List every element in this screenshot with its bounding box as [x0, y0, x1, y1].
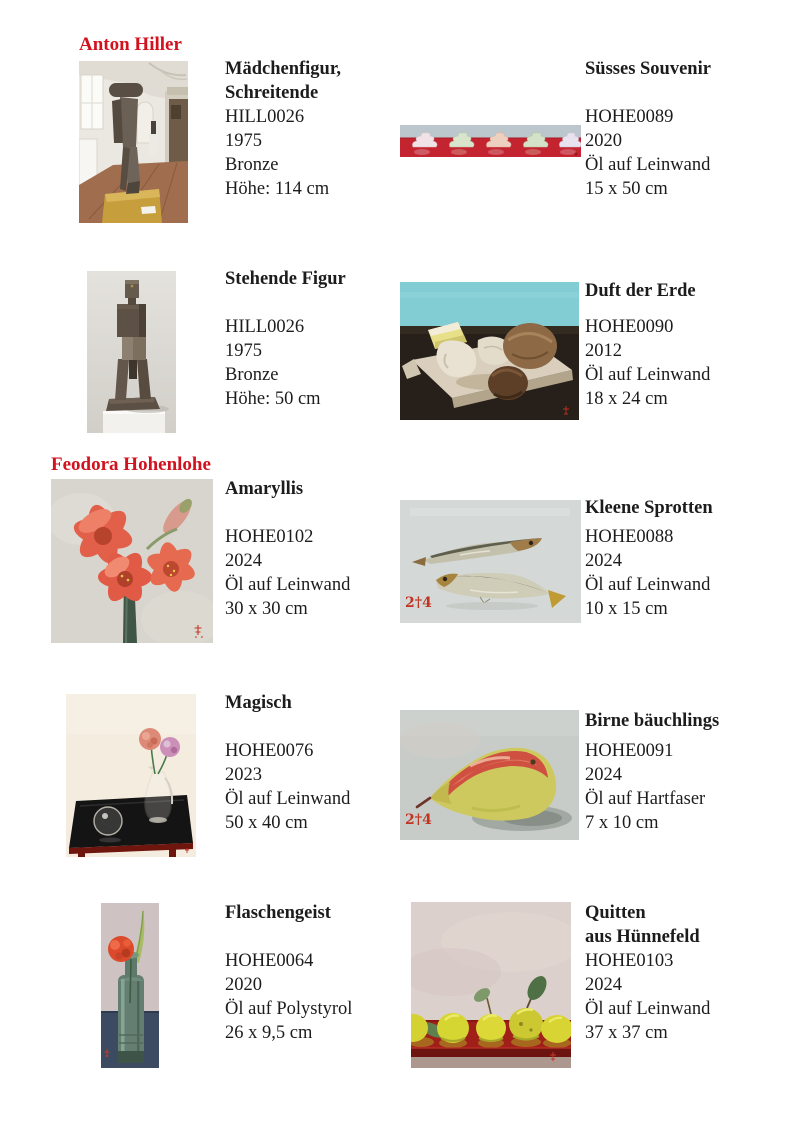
- sculpture-room-photo-illustration: [79, 61, 188, 223]
- artwork-year: 2024: [585, 765, 622, 785]
- artwork-code: HOHE0090: [585, 317, 674, 337]
- artwork-image-maedchenfigur: [79, 61, 188, 223]
- artwork-details: [225, 105, 329, 201]
- artwork-title-line: Kleene Sprotten: [585, 498, 713, 518]
- artwork-title: [585, 901, 700, 949]
- artwork-details: [225, 739, 350, 835]
- artwork-year: 2024: [225, 551, 262, 571]
- artwork-image-flaschengeist: [101, 903, 159, 1068]
- artwork-image-duft-der-erde: [400, 282, 579, 420]
- artwork-title: [585, 496, 713, 520]
- artwork-details: [585, 315, 710, 411]
- artwork-details: [585, 105, 710, 201]
- artwork-title-line: Flaschengeist: [225, 903, 331, 923]
- carnation-red: [108, 936, 134, 962]
- bottle-flower-painting-illustration: [101, 903, 159, 1068]
- artwork-medium: Öl auf Leinwand: [585, 155, 711, 175]
- artwork-medium: Bronze: [225, 155, 279, 175]
- artwork-image-birne-baeuchlings: [400, 710, 579, 840]
- artwork-medium: Öl auf Leinwand: [585, 575, 711, 595]
- meringues-painting-illustration: [400, 125, 581, 157]
- artwork-title-line: Schreitende: [225, 83, 319, 103]
- artist-header-anton-hiller: Anton Hiller: [79, 34, 182, 55]
- artwork-title: [225, 57, 341, 105]
- artwork-title-line: Mädchenfigur,: [225, 59, 341, 79]
- artwork-title-line: Quitten: [585, 903, 646, 923]
- artwork-size: 37 x 37 cm: [585, 1023, 668, 1043]
- artwork-image-suesses-souvenir: [400, 125, 581, 157]
- artwork-image-kleene-sprotten: [400, 500, 581, 623]
- artwork-code: HOHE0091: [585, 741, 674, 761]
- artwork-size: 50 x 40 cm: [225, 813, 308, 833]
- artwork-code: HOHE0064: [225, 951, 314, 971]
- artwork-medium: Öl auf Leinwand: [225, 575, 351, 595]
- artwork-details: [225, 949, 352, 1045]
- artwork-title-line: Birne bäuchlings: [585, 711, 720, 731]
- artwork-image-stehende-figur: [87, 271, 176, 433]
- artwork-details: [225, 525, 350, 621]
- carnations-still-life-illustration: [66, 694, 196, 857]
- artwork-size: Höhe: 50 cm: [225, 389, 321, 409]
- artwork-title-line: Amaryllis: [225, 479, 304, 499]
- artwork-year: 2012: [585, 341, 622, 361]
- artwork-code: HILL0026: [225, 317, 305, 337]
- artwork-medium: Öl auf Leinwand: [585, 365, 711, 385]
- artwork-title: [225, 691, 292, 715]
- artwork-size: 18 x 24 cm: [585, 389, 668, 409]
- mushroom-still-life-illustration: [400, 282, 579, 420]
- artwork-title: [585, 279, 696, 303]
- artwork-size: Höhe: 114 cm: [225, 179, 330, 199]
- artwork-year: 2024: [585, 975, 622, 995]
- artwork-details: [225, 315, 321, 411]
- artwork-code: HOHE0089: [585, 107, 674, 127]
- amaryllis-painting-illustration: [51, 479, 213, 643]
- sculpture-photo-illustration: [87, 271, 176, 433]
- artwork-medium: Bronze: [225, 365, 279, 385]
- artwork-code: HOHE0076: [225, 741, 314, 761]
- artist-monogram: 2†4: [405, 812, 432, 828]
- artwork-title: [225, 477, 303, 501]
- carnation-left: [139, 728, 161, 750]
- artwork-title: [585, 57, 711, 81]
- artwork-code: HOHE0102: [225, 527, 314, 547]
- artwork-title: [585, 709, 719, 733]
- artwork-medium: Öl auf Leinwand: [225, 789, 351, 809]
- artwork-code: HOHE0103: [585, 951, 674, 971]
- carnation-right: [160, 737, 180, 757]
- artwork-details: [585, 739, 705, 835]
- artwork-title-line: aus Hünnefeld: [585, 927, 700, 947]
- artwork-size: 7 x 10 cm: [585, 813, 659, 833]
- artwork-year: 2023: [225, 765, 262, 785]
- artist-monogram: 2†4: [405, 595, 432, 611]
- artwork-year: 1975: [225, 341, 262, 361]
- artwork-title-line: Stehende Figur: [225, 269, 346, 289]
- artwork-year: 2020: [585, 131, 622, 151]
- artwork-details: [585, 949, 710, 1045]
- artwork-image-magisch: [66, 694, 196, 857]
- artwork-code: HILL0026: [225, 107, 305, 127]
- artwork-year: 2020: [225, 975, 262, 995]
- artwork-details: [585, 525, 710, 621]
- artwork-size: 26 x 9,5 cm: [225, 1023, 313, 1043]
- artwork-image-quitten: [411, 902, 571, 1068]
- quinces-painting-illustration: [411, 902, 571, 1068]
- artwork-year: 1975: [225, 131, 262, 151]
- artist-header-feodora-hohenlohe: Feodora Hohenlohe: [51, 454, 211, 475]
- artwork-title: [225, 901, 331, 925]
- artwork-year: 2024: [585, 551, 622, 571]
- artwork-size: 10 x 15 cm: [585, 599, 668, 619]
- artwork-title-line: Duft der Erde: [585, 281, 696, 301]
- artwork-title: [225, 267, 346, 291]
- artwork-title-line: Magisch: [225, 693, 292, 713]
- artwork-medium: Öl auf Hartfaser: [585, 789, 706, 809]
- artwork-medium: Öl auf Leinwand: [585, 999, 711, 1019]
- artwork-medium: Öl auf Polystyrol: [225, 999, 353, 1019]
- artwork-title-line: Süsses Souvenir: [585, 59, 711, 79]
- artwork-size: 15 x 50 cm: [585, 179, 668, 199]
- artwork-code: HOHE0088: [585, 527, 674, 547]
- artwork-size: 30 x 30 cm: [225, 599, 308, 619]
- artwork-image-amaryllis: [51, 479, 213, 643]
